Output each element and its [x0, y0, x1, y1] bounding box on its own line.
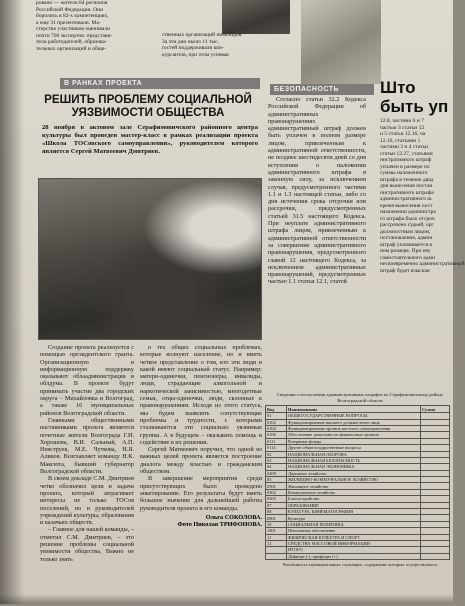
- table-cell: 08: [266, 509, 287, 515]
- table-cell: 07: [266, 502, 287, 508]
- table-cell: 0409: [266, 470, 287, 476]
- text-line: а еще 31 презентовали. Ма-: [36, 19, 101, 26]
- text-line: За эти дни около 11 тыс.: [162, 38, 219, 45]
- table-cell: 0501: [266, 483, 287, 489]
- paragraph: Согласно статьи 32.2 Кодекса Российской Федерации об административных правонарушениях административный штраф должен быть уплачен в полном размере лицом, привлеченным к административной ответственности, не позднее шестидесяти дней со дня вступления о наложении административного штрафа в законную силу, за исключением случая, предусмотренного частями 1.1 и 1.3 настоящей статьи, либо со дня истечения срока отсрочки или рассрочки, предусмотренных статьей 31.5 настоящего Кодекса. При неуплате административного штрафа лицом, привлеченным к административной ответственности за совершение административного правонарушения, предусмотренного главой 12 настоящего Кодекса, за исключением административных правонарушений, предусмотренных частью 1.1 статьи 12.1, статей: [268, 96, 366, 286]
- text-line: Российской Федерации. Они: [36, 6, 104, 13]
- table-footer: Численность муниципальных служащих, содержание которых осуществлялось: [282, 562, 438, 568]
- table-cell: 0102: [266, 419, 287, 425]
- photo-credit: Фото Николая ТРИФОНОВА.: [177, 521, 262, 529]
- table-cell: Коммунальное хозяйство: [287, 489, 421, 495]
- text-line: назначении администра: [380, 209, 436, 215]
- text-line: рассрочено судьей, орг: [380, 222, 434, 228]
- text-line: частями 3 и 4 статьи: [380, 144, 428, 150]
- text-line: ровано — жители 84 регионов: [36, 0, 108, 6]
- article-byline: [140, 514, 262, 529]
- table-cell: ОБЩЕГОСУДАРСТВЕННЫЕ ВОПРОСЫ: [287, 413, 421, 419]
- text-line: стерство участников оценивали: [36, 26, 111, 32]
- section-label-project: В РАНКАХ ПРОЕКТА: [60, 78, 260, 89]
- text-line: го штрафа было отсроч: [380, 215, 435, 222]
- text-line: частью 3 статьи 12: [380, 124, 425, 131]
- text-line: суммы наложенного: [380, 170, 428, 176]
- text-line: ном размере. При неу: [380, 248, 431, 254]
- text-line: тельных организаций и обще-: [36, 45, 107, 52]
- text-line: дня вынесения постан: [380, 183, 433, 189]
- table-cell: 0503: [266, 496, 287, 502]
- text-line: 12.8, частями 6 и 7: [380, 118, 424, 124]
- table-header-row: [266, 406, 450, 413]
- right-headline-line: Што: [380, 78, 416, 97]
- text-line: ственных организаций инвалидов.: [162, 32, 243, 38]
- table-cell: ФИЗИЧЕСКАЯ КУЛЬТУРА И СПОРТ: [287, 534, 421, 540]
- text-line: самостоятельного адми: [380, 254, 435, 261]
- text-line: несвоевременно административный: [380, 261, 465, 267]
- table-cell: Жилищное хозяйство: [287, 483, 421, 489]
- table-cell: 05: [266, 477, 287, 483]
- table-cell: ЖИЛИЩНО-КОММУНАЛЬНОЕ ХОЗЯЙСТВО: [287, 477, 421, 483]
- table-cell: НАЦИОНАЛЬНАЯ ОБОРОНА: [287, 451, 421, 457]
- article-headline: РЕШИТЬ ПРОБЛЕМУ СОЦИАЛЬНОЙ УЯЗВИМОСТИ ОБЩЕСТВА: [44, 93, 252, 119]
- text-line: кремя вынесения пост: [380, 202, 433, 209]
- table-cell: Обеспечение деятельности финансовых органов: [287, 432, 421, 438]
- text-line: постановление, админ: [380, 235, 433, 241]
- table-cell: 0113: [266, 445, 287, 451]
- table-cell: 12: [266, 541, 287, 547]
- table-cell: НАЦИОНАЛЬНАЯ ЭКОНОМИКА: [287, 464, 421, 470]
- text-line: курсантов, при этом успевая: [162, 51, 229, 58]
- text-line: должностным лицом,: [380, 228, 431, 235]
- article-column-2: [140, 344, 262, 606]
- table-cell: 03: [266, 457, 287, 463]
- text-line: нистративного штраф: [380, 157, 432, 163]
- text-line: почти 700 экспертов: представи-: [36, 32, 113, 39]
- text-line: штрафа в течение двад: [380, 176, 434, 183]
- table-row: [266, 553, 450, 559]
- article-column-1: [40, 344, 134, 606]
- table-header-cell: Код: [266, 406, 287, 413]
- table-cell: Функционирование высшего должностного лица: [287, 419, 421, 425]
- page-shadow-bottom: [0, 594, 453, 604]
- table-cell: 10: [266, 521, 287, 527]
- table-cell: 11: [266, 534, 287, 540]
- page-shadow-left: [0, 0, 24, 604]
- table-cell: СОЦИАЛЬНАЯ ПОЛИТИКА: [287, 521, 421, 527]
- top-photo: [222, 0, 290, 34]
- budget-table-block: [265, 392, 455, 602]
- table-cell: Дефицит (-), профицит (+): [287, 553, 421, 559]
- paragraph: Главными общественными наставниками проекта являются почетные жители Волгограда Г.И. Хорошева, В.И. Сальный, А.П. Невструев, М.Е. Чуткова, Н.Я. Аликов. Возглавляет команду Н.К. Максюта, бывший губернатор Волгоградской области.: [40, 416, 134, 476]
- article-lead: 28 ноября в актовом зале Серафимовичского районного центра культуры был проведен мастер-класс в рамках реализации проекта «Школа ТОСовского самоуправления», руководителем которого является Сергей Матвеевич Дмитриев.: [42, 124, 258, 155]
- table-header-cell: Наименование: [287, 406, 421, 413]
- text-line: боролись в 82-х компетенциях,: [36, 13, 109, 19]
- table-cell: 0502: [266, 489, 287, 495]
- section-label-security: БЕЗОПАСНОСТЬ: [270, 84, 374, 95]
- table-cell: [421, 553, 450, 559]
- paragraph: – Главное для нашей команды, – отметил С.М. Дмитриев, – это решение проблемы социальной уязвимости общества. Важно не только знать: [40, 526, 134, 563]
- text-line: 12.16, статьями 1: [380, 137, 421, 144]
- right-headline-line: быть уп: [380, 97, 449, 116]
- text-line: гостей поддерживали кон-: [162, 45, 224, 51]
- table-cell: ИТОГО: [287, 547, 421, 553]
- table-cell: ОБРАЗОВАНИЕ: [287, 502, 421, 508]
- right-headline: [380, 78, 460, 116]
- text-line: тели работодателей, образова-: [36, 39, 107, 45]
- right-article-text: [380, 118, 465, 384]
- table-cell: Пенсионное обеспечение: [287, 528, 421, 534]
- table-cell: 0801: [266, 515, 287, 521]
- top-mid-article-text: [162, 32, 302, 72]
- text-line: нистративного штрафа: [380, 189, 434, 196]
- table-cell: Резервные фонды: [287, 438, 421, 444]
- table-cell: 02: [266, 451, 287, 457]
- top-left-article-text: [36, 0, 156, 70]
- table-cell: Функционирование органов местного самоуправления: [287, 425, 421, 431]
- table-cell: 0106: [266, 432, 287, 438]
- budget-table: [265, 405, 450, 560]
- security-article-column: [268, 96, 366, 384]
- table-header-cell: Сумма: [421, 406, 450, 413]
- author-name: Ольга СОКОЛОВА.: [205, 513, 262, 521]
- text-line: уплачен в размере по: [380, 163, 430, 170]
- table-cell: [266, 553, 287, 559]
- paragraph: В своем докладе С.М. Дмитриев четко обозначил цели и задачи проекта, который затрагивает интересы не только ТОСов поселений, но и руководителей учреждений культуры, образования и казачьих обществ.: [40, 475, 134, 527]
- table-cell: Другие общегосударственные вопросы: [287, 445, 421, 451]
- article-photo: [38, 178, 262, 340]
- text-line: штраф будет взыскан: [380, 267, 430, 274]
- paragraph: о тех общих социальных проблемах, которые волнуют население, но и иметь четкое представление о том, кто эти люди и какой имеют социальный статус. Например: матери-одиночки, пенсионеры, инвалиды, люди, страдающие алкогольной и наркотической зависимостью, многодетные семьи, отцы-одиночки, люди, склонные к правонарушениям. Исходя из этого статуса, мы будем выявлять сопутствующие проблемы и трудности, с которыми сталкиваются эти социально уязвимые группы. А в будущем – оказывать помощь и содействие в их решении.: [140, 344, 262, 446]
- paragraph: Создание проекта реализуется с помощью президентского гранта. Организационную и информационную поддержку оказывают облаадминистрация и облдума. В проекте будут принимать участие два городских округа – Михайловка и Волгоград, а также 16 муниципальных районов Волгоградской области.: [40, 344, 134, 417]
- table-cell: Культура: [287, 515, 421, 521]
- table-cell: 04: [266, 464, 287, 470]
- table-caption: Сведения о поступлении административных штрафов по Серафимовичскому району Волгоградской области: [276, 392, 444, 403]
- table-cell: 01: [266, 413, 287, 419]
- table-cell: Благоустройство: [287, 496, 421, 502]
- paragraph: В завершение мероприятия среди присутствующих было проведено анкетирование. Его результаты будут иметь большое значение для дальнейшей работы руководителя проекта и его команды.: [140, 475, 262, 512]
- table-cell: СРЕДСТВА МАССОВОЙ ИНФОРМАЦИИ: [287, 541, 421, 547]
- text-line: статьи 12.27, статьями: [380, 150, 433, 157]
- text-line: и 5 статьи 12.16, ча: [380, 131, 426, 137]
- paragraph: Сергей Матвеевич поручил, что одной из важных целей проекта является построение диалога между властью и гражданским обществом.: [140, 446, 262, 476]
- top-right-photo: [301, 0, 381, 84]
- table-cell: Дорожное хозяйство: [287, 470, 421, 476]
- table-cell: НАЦИОНАЛЬНАЯ БЕЗОПАСНОСТЬ: [287, 457, 421, 463]
- table-cell: КУЛЬТУРА, КИНЕМАТОГРАФИЯ: [287, 509, 421, 515]
- table-cell: 1001: [266, 528, 287, 534]
- text-line: штраф уплачивается в: [380, 241, 433, 248]
- table-cell: 0111: [266, 438, 287, 444]
- text-line: административного ш: [380, 196, 432, 202]
- table-cell: 0104: [266, 425, 287, 431]
